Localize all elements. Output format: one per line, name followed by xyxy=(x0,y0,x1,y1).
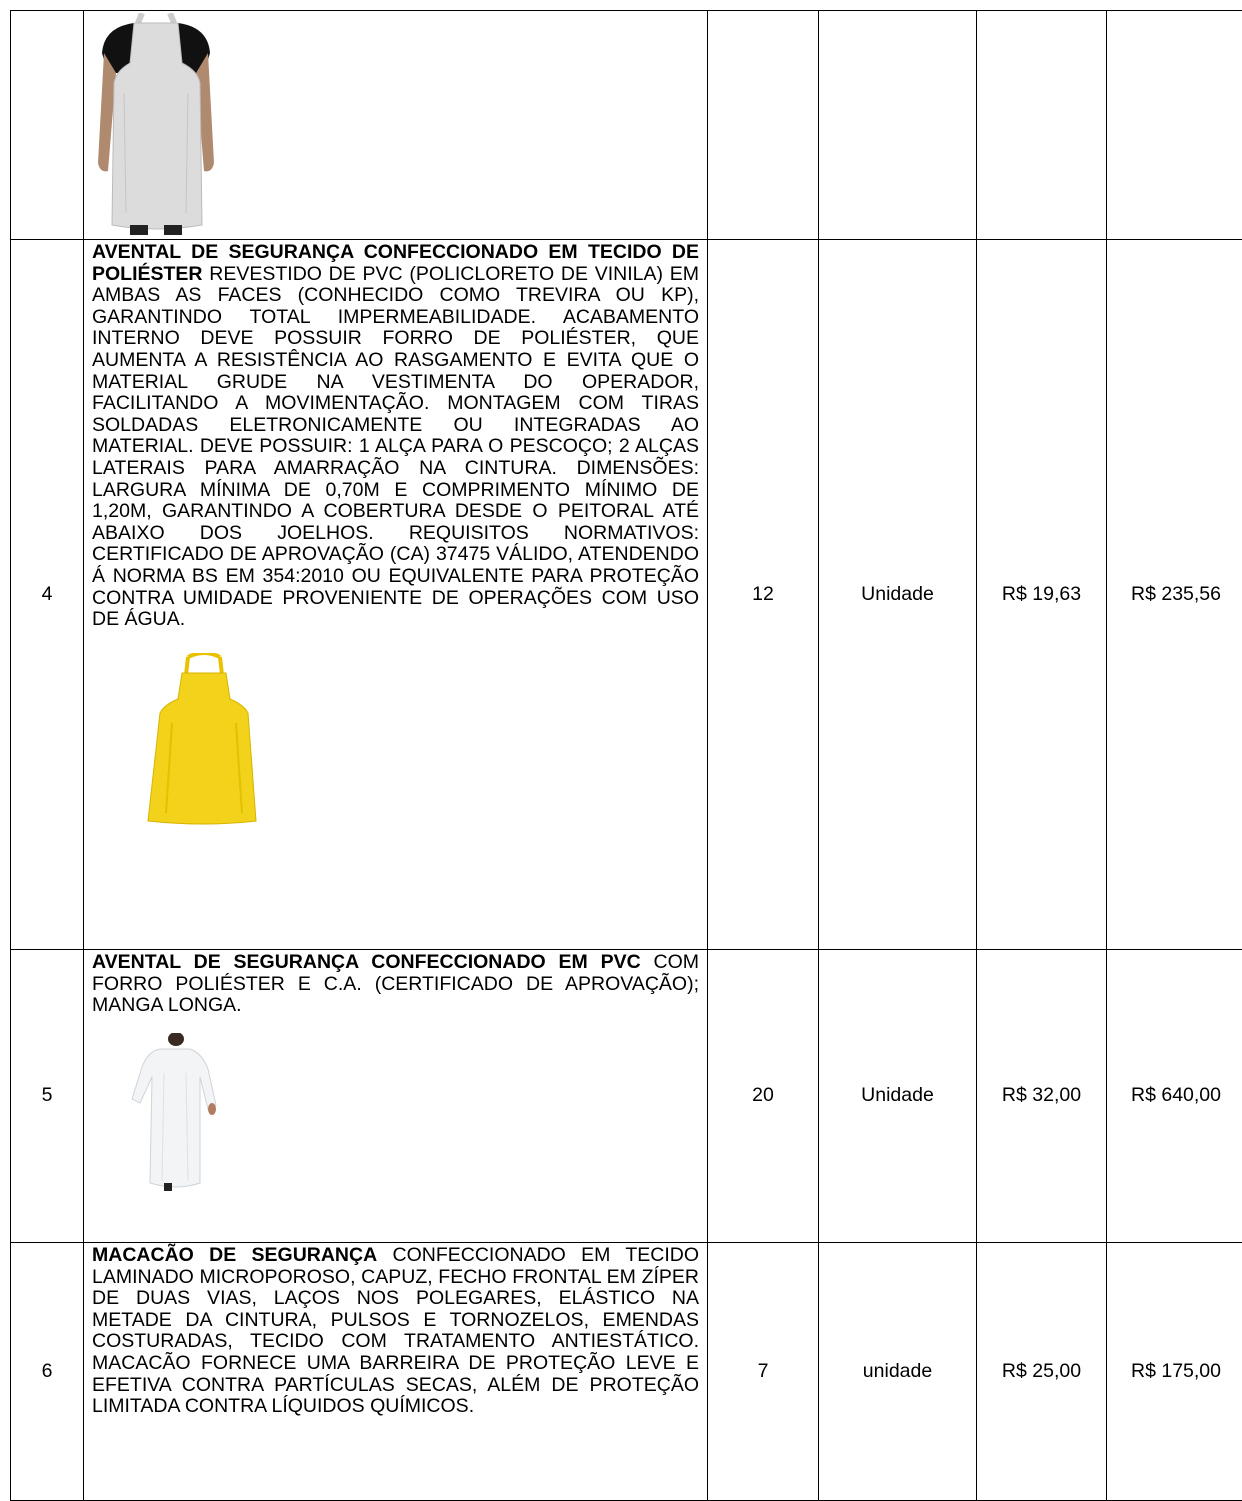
yellow-apron-image xyxy=(140,653,699,825)
item-total-price xyxy=(1107,11,1242,240)
item-description-title: AVENTAL DE SEGURANÇA CONFECCIONADO EM PVC xyxy=(92,951,641,973)
table-row xyxy=(11,11,1242,240)
item-unit xyxy=(819,11,977,240)
item-description-title: MACACÃO DE SEGURANÇA xyxy=(92,1244,378,1266)
item-quantity xyxy=(708,11,819,240)
item-unit-price: R$ 19,63 xyxy=(977,240,1107,950)
white-apron-image xyxy=(120,1033,699,1191)
item-unit: unidade xyxy=(819,1243,977,1501)
table-row xyxy=(11,950,1242,1243)
table-row xyxy=(11,1243,1242,1501)
item-total-price: R$ 235,56 xyxy=(1107,240,1242,950)
item-quantity: 12 xyxy=(708,240,819,950)
item-description-title: AVENTAL DE SEGURANÇA CONFECCIONADO EM TECIDO DE POLIÉSTER xyxy=(92,241,699,285)
item-unit: Unidade xyxy=(819,950,977,1243)
item-unit: Unidade xyxy=(819,240,977,950)
item-number: 6 xyxy=(11,1243,84,1501)
item-total-price: R$ 640,00 xyxy=(1107,950,1242,1243)
items-table xyxy=(10,10,1242,1501)
item-description-text xyxy=(92,1245,699,1418)
item-description xyxy=(84,240,708,950)
table-row xyxy=(11,240,1242,950)
item-description-body: REVESTIDO DE PVC (POLICLORETO DE VINILA) EM AMBAS AS FACES (CONHECIDO COMO TREVIRA OU KP), GARANTINDO TOTAL IMPERMEABILIDADE. ACABAMENTO INTERNO DEVE POSSUIR FORRO DE POLIÉSTER, QUE AUMENTA A RESISTÊNCIA AO RASGAMENTO E EVITA QUE O MATERIAL GRUDE NA VESTIMENTA DO OPERADOR, FACILITANDO A MOVIMENTAÇÃO. MONTAGEM COM TIRAS SOLDADAS ELETRONICAMENTE OU INTEGRADAS AO MATERIAL. DEVE POSSUIR: 1 ALÇA PARA O PESCOÇO; 2 ALÇAS LATERAIS PARA AMARRAÇÃO NA CINTURA. DIMENSÕES: LARGURA MÍNIMA DE 0,70M E COMPRIMENTO MÍNIMO DE 1,20M, GARANTINDO A COBERTURA DESDE O PEITORAL ATÉ ABAIXO DOS JOELHOS. REQUISITOS NORMATIVOS: CERTIFICADO DE APROVAÇÃO (CA) 37475 VÁLIDO, ATENDENDO Á NORMA BS EM 354:2010 OU EQUIVALENTE PARA PROTEÇÃO CONTRA UMIDADE PROVENIENTE DE OPERAÇÕES COM USO DE ÁGUA. xyxy=(92,262,699,631)
item-unit-price xyxy=(977,11,1107,240)
item-number: 4 xyxy=(11,240,84,950)
item-description-body: COM FORRO POLIÉSTER E C.A. (CERTIFICADO DE APROVAÇÃO); MANGA LONGA. xyxy=(92,951,699,1017)
item-description-body: CONFECCIONADO EM TECIDO LAMINADO MICROPOROSO, CAPUZ, FECHO FRONTAL EM ZÍPER DE DUAS VIAS, LAÇOS NOS POLEGARES, ELÁSTICO NA METADE DA CINTURA, PULSOS E TORNOZELOS, EMENDAS COSTURADAS, TECIDO COM TRATAMENTO ANTIESTÁTICO. MACACÃO FORNECE UMA BARREIRA DE PROTEÇÃO LEVE E EFETIVA CONTRA PARTÍCULAS SECAS, ALÉM DE PROTEÇÃO LIMITADA CONTRA LÍQUIDOS QUÍMICOS. xyxy=(92,1244,699,1418)
item-number: 5 xyxy=(11,950,84,1243)
item-unit-price: R$ 25,00 xyxy=(977,1243,1107,1501)
item-quantity: 7 xyxy=(708,1243,819,1501)
item-quantity: 20 xyxy=(708,950,819,1243)
item-description xyxy=(84,1243,708,1501)
item-description-text xyxy=(92,952,699,1017)
item-total-price: R$ 175,00 xyxy=(1107,1243,1242,1501)
item-unit-price: R$ 32,00 xyxy=(977,950,1107,1243)
item-description xyxy=(84,950,708,1243)
leather-apron-image xyxy=(94,13,699,235)
item-number xyxy=(11,11,84,240)
item-description xyxy=(84,11,708,240)
item-description-text xyxy=(92,242,699,631)
